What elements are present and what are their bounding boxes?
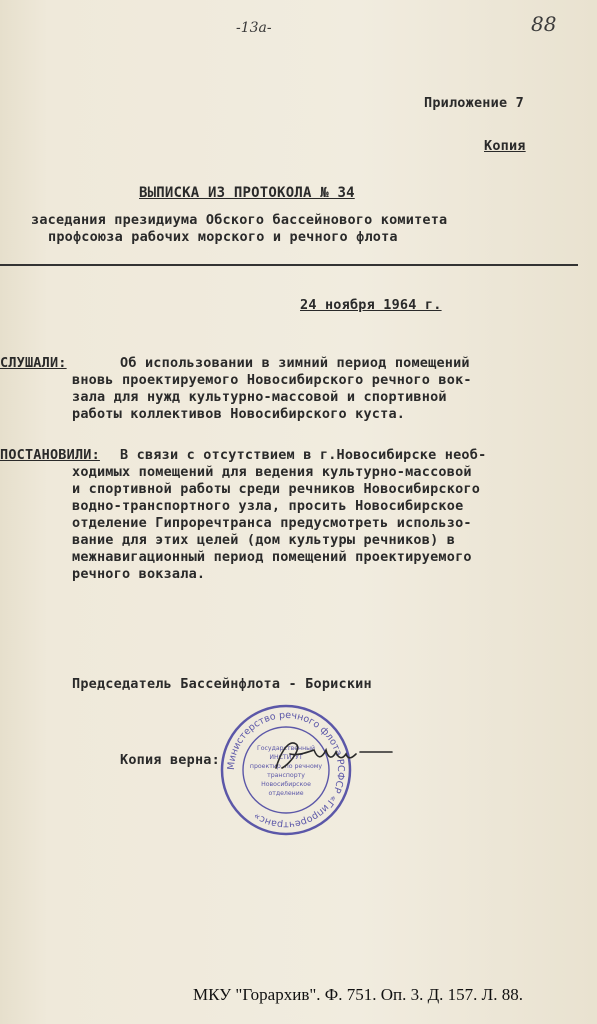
resolved-line: речного вокзала. bbox=[72, 566, 206, 582]
resolved-line: водно-транспортного узла, просить Новосибирское bbox=[72, 498, 464, 514]
sheet-number: 88 bbox=[531, 12, 557, 36]
heard-line: работы коллективов Новосибирского куста. bbox=[72, 406, 406, 422]
seal-inner-line: транспорту bbox=[267, 772, 305, 779]
seal-outer-text: Министерство речного флота РСФСР «Гипроречтранс» bbox=[225, 709, 347, 831]
seal-inner-line: ИНСТИТУТ bbox=[269, 754, 303, 761]
horizontal-rule bbox=[0, 264, 578, 266]
resolved-line: ходимых помещений для ведения культурно-массовой bbox=[72, 464, 472, 480]
resolved-line: межнавигационный период помещений проектируемого bbox=[72, 549, 472, 565]
resolved-line: В связи с отсутствием в г.Новосибирске необ- bbox=[120, 447, 487, 463]
heard-label: СЛУШАЛИ: bbox=[0, 355, 67, 371]
resolved-line: и спортивной работы среди речников Новосибирского bbox=[72, 481, 481, 497]
appendix-label: Приложение 7 bbox=[424, 95, 524, 111]
archive-reference: МКУ "Горархив". Ф. 751. Оп. 3. Д. 157. Л. 88. bbox=[193, 985, 523, 1004]
copy-label: Копия bbox=[484, 138, 526, 154]
chairman-signature-line: Председатель Бассейнфлота - Борискин bbox=[72, 676, 372, 692]
heard-line: зала для нужд культурно-массовой и спортивной bbox=[72, 389, 447, 405]
title-subline-1: заседания президиума Обского бассейнового комитета bbox=[31, 212, 448, 228]
document-title: ВЫПИСКА ИЗ ПРОТОКОЛА № 34 bbox=[139, 185, 355, 201]
heard-line: вновь проектируемого Новосибирского речного вок- bbox=[72, 372, 472, 388]
resolved-line: вание для этих целей (дом культуры речников) в bbox=[72, 532, 456, 548]
page-number-top: -13а- bbox=[236, 20, 272, 36]
resolved-line: отделение Гипроречтранса предусмотреть использо- bbox=[72, 515, 472, 531]
seal-inner-line: проектир. по речному bbox=[249, 763, 323, 770]
heard-line: Об использовании в зимний период помещений bbox=[120, 355, 470, 371]
seal-inner-line: Государственный bbox=[256, 745, 316, 752]
copy-true-label: Копия верна: bbox=[120, 752, 220, 768]
handwritten-signature bbox=[268, 730, 398, 780]
seal-inner-line: отделение bbox=[268, 790, 304, 797]
meeting-date: 24 ноября 1964 г. bbox=[300, 297, 442, 313]
title-subline-2: профсоюза рабочих морского и речного флота bbox=[48, 229, 398, 245]
seal-inner-line: Новосибирское bbox=[261, 781, 311, 788]
resolved-label: ПОСТАНОВИЛИ: bbox=[0, 447, 100, 463]
